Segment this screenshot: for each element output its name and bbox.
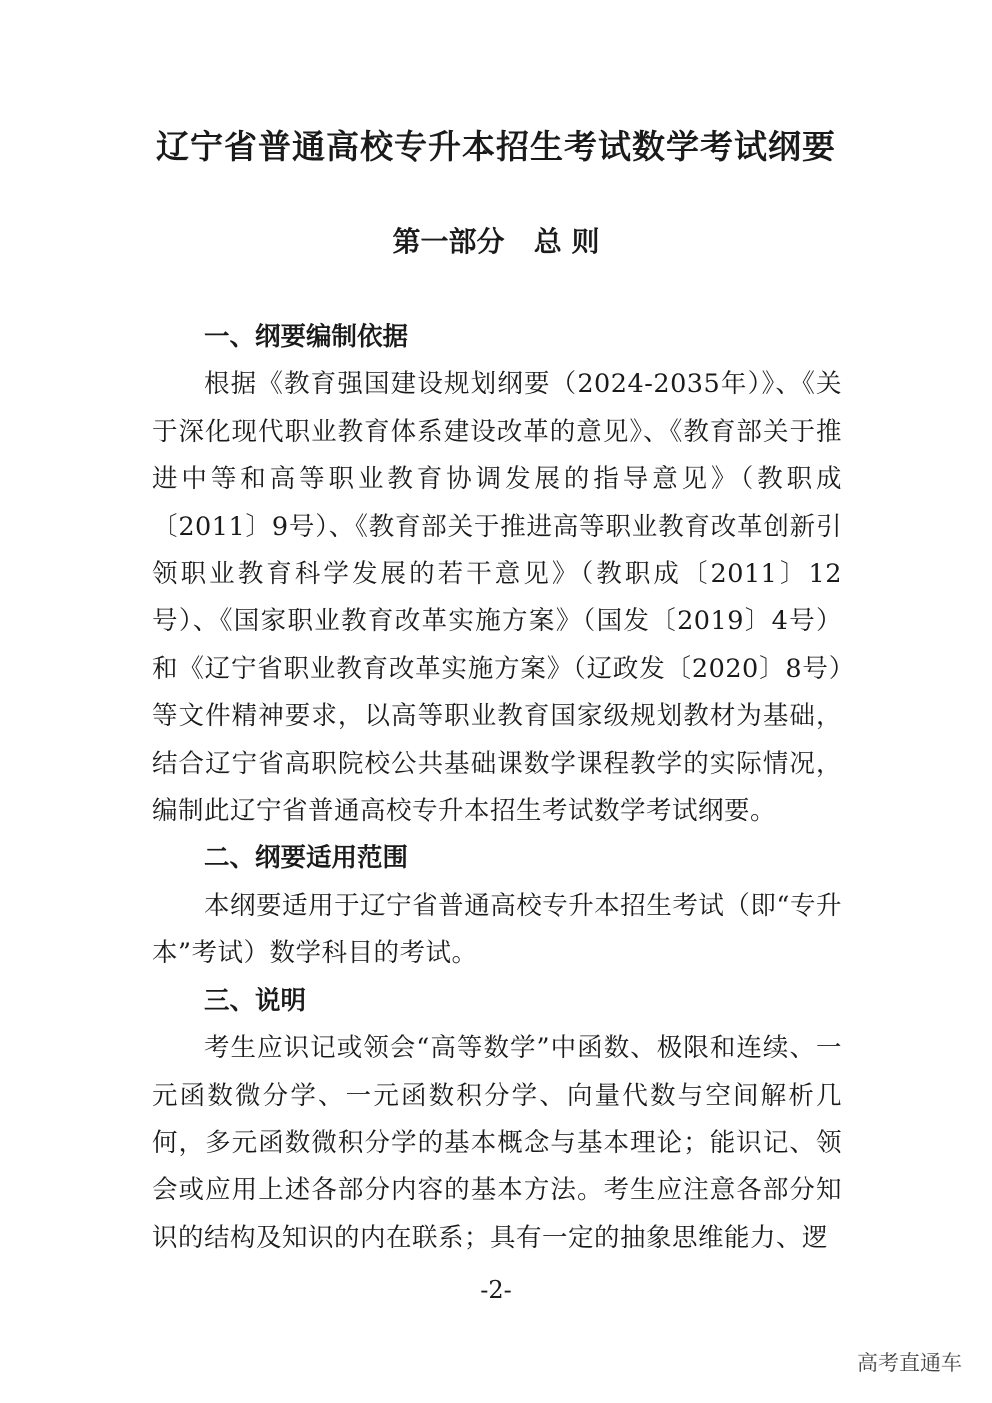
document-title: 辽宁省普通高校专升本招生考试数学考试纲要	[156, 127, 836, 166]
section-heading-scope: 二、纲要适用范围	[204, 843, 409, 874]
document-body	[152, 314, 842, 1262]
section-paragraph-scope: 本纲要适用于辽宁省普通高校专升本招生考试（即“专升本”考试）数学科目的考试。	[152, 890, 842, 969]
watermark-text: 高考直通车	[857, 1351, 962, 1375]
page-number: -2-	[480, 1276, 512, 1304]
section-paragraph-basis: 根据《教育强国建设规划纲要（2024-2035年）》、《关于深化现代职业教育体系建设改革的意见》、《教育部关于推进中等和高等职业教育协调发展的指导意见》（教职成〔2011〕9号）、《教育部关于推进高等职业教育改革创新引领职业教育科学发展的若干意见》（教职成〔2011〕12号）、《国家职业教育改革实施方案》（国发〔2019〕4号）和《辽宁省职业教育改革实施方案》（辽政发〔2020〕8号）等文件精神要求，以高等职业教育国家级规划教材为基础，结合辽宁省高职院校公共基础课数学课程教学的实际情况，编制此辽宁省普通高校专升本招生考试数学考试纲要。	[152, 369, 842, 827]
section-heading-basis: 一、纲要编制依据	[204, 322, 409, 352]
section-heading-notes: 三、说明	[204, 985, 307, 1016]
section-paragraph-notes: 考生应识记或领会“高等数学”中函数、极限和连续、一元函数微分学、一元函数积分学、向量代数与空间解析几何，多元函数微积分学的基本概念与基本理论；能识记、领会或应用上述各部分内容的基本方法。考生应注意各部分知识的结构及知识的内在联系；具有一定的抽象思维能力、逻	[152, 1033, 842, 1253]
part-title: 第一部分 总 则	[392, 225, 600, 258]
